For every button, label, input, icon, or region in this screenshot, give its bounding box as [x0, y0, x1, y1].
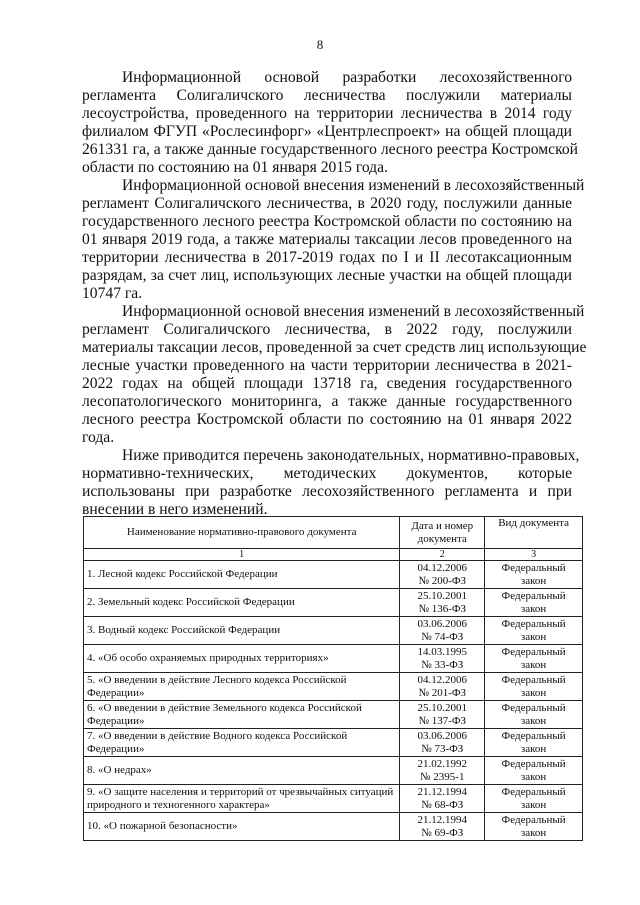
column-number: 2 — [400, 549, 485, 561]
document-date-number — [400, 561, 485, 589]
paragraph — [82, 177, 585, 303]
paragraph-line: Ниже приводится перечень законодательных, нормативно-правовых, — [122, 447, 580, 464]
paragraph-line: 2022 годах на общей площади 13718 га, сведения государственного — [82, 375, 572, 392]
paragraph-line: 261331 га, а также данные государственного лесного реестра Костромской — [82, 141, 579, 158]
document-type-line2: закон — [520, 826, 547, 839]
paragraph-line: государственного лесного реестра Костромской области по состоянию на — [82, 213, 572, 230]
paragraph-line: лесные участки проведенного на части территории лесничества в 2021- — [82, 357, 572, 374]
document-type — [485, 729, 583, 757]
document-number: № 33-ФЗ — [421, 658, 464, 671]
document-name: 8. «О недрах» — [84, 757, 400, 785]
document-date: 21.02.1992 — [417, 757, 467, 770]
document-type — [485, 617, 583, 645]
paragraph-line: разрядам, за счет лиц, использующих лесные участки на общей площади — [82, 267, 572, 284]
document-type — [485, 645, 583, 673]
document-date: 21.12.1994 — [417, 813, 467, 826]
paragraph-line: области по состоянию на 01 января 2015 года. — [82, 159, 388, 176]
document-name: 7. «О введении в действие Водного кодекса Российской Федерации» — [84, 729, 400, 757]
document-type-line2: закон — [520, 798, 547, 811]
document-type-line2: закон — [520, 630, 547, 643]
document-type-line2: закон — [520, 658, 547, 671]
document-type — [485, 785, 583, 813]
paragraph-line: Информационной основой разработки лесохозяйственного — [122, 69, 572, 86]
document-name: 2. Земельный кодекс Российской Федерации — [84, 589, 400, 617]
document-type-line2: закон — [520, 574, 547, 587]
document-name: 3. Водный кодекс Российской Федерации — [84, 617, 400, 645]
document-type-line2: закон — [520, 742, 547, 755]
table-row — [84, 813, 583, 841]
document-date: 03.06.2006 — [417, 729, 467, 742]
document-name: 1. Лесной кодекс Российской Федерации — [84, 561, 400, 589]
document-date: 21.12.1994 — [417, 785, 467, 798]
document-type-line2: закон — [520, 770, 547, 783]
table-row — [84, 785, 583, 813]
table-row — [84, 589, 583, 617]
document-name: 9. «О защите населения и территорий от чрезвычайных ситуаций природного и техногенного характера» — [84, 785, 400, 813]
paragraph-line: Информационной основой внесения изменений в лесохозяйственный — [122, 177, 585, 194]
document-number: № 137-ФЗ — [418, 714, 467, 727]
paragraph-line: регламент Солигаличского лесничества, в 2022 году, послужили — [82, 321, 572, 338]
document-number: № 73-ФЗ — [421, 742, 464, 755]
document-number: № 136-ФЗ — [418, 602, 467, 615]
page-number: 8 — [316, 37, 324, 52]
documents-table — [83, 516, 583, 841]
document-type-line1: Федеральный — [501, 813, 566, 826]
table-header-row — [84, 517, 583, 549]
paragraph — [82, 69, 579, 177]
document-type-line2: закон — [520, 602, 547, 615]
document-name: 10. «О пожарной безопасности» — [84, 813, 400, 841]
header-name: Наименование нормативно-правового документа — [84, 517, 400, 549]
document-date-number — [400, 701, 485, 729]
paragraph-line: материалы таксации лесов, проведенной за счет средств лиц использующие — [82, 339, 587, 356]
paragraph — [82, 447, 580, 519]
document-date: 03.06.2006 — [417, 617, 467, 630]
document-date-number — [400, 813, 485, 841]
document-type-line2: закон — [520, 714, 547, 727]
paragraph-line: 01 января 2019 года, а также материалы таксации лесов проведенного на — [82, 231, 572, 248]
document-name: 6. «О введении в действие Земельного кодекса Российской Федерации» — [84, 701, 400, 729]
document-type — [485, 813, 583, 841]
table-row — [84, 645, 583, 673]
header-date-number: Дата и номер документа — [400, 517, 485, 549]
paragraph-line: лесоустройства, проведенного на территории лесничества в 2014 году — [82, 105, 572, 122]
document-number: № 2395-1 — [420, 770, 465, 783]
document-type-line1: Федеральный — [501, 617, 566, 630]
document-name: 5. «О введении в действие Лесного кодекса Российской Федерации» — [84, 673, 400, 701]
document-type-line2: закон — [520, 686, 547, 699]
document-date-number — [400, 673, 485, 701]
paragraph-line: регламента Солигаличского лесничества послужили материалы — [82, 87, 572, 104]
paragraph-line: филиалом ФГУП «Рослесинфорг» «Центрлеспроект» на общей площади — [82, 123, 572, 140]
document-type — [485, 757, 583, 785]
paragraph-line: использованы при разработке лесохозяйственного регламента и при — [82, 483, 572, 500]
document-date: 14.03.1995 — [417, 645, 467, 658]
document-name: 4. «Об особо охраняемых природных территориях» — [84, 645, 400, 673]
document-type — [485, 673, 583, 701]
paragraph-line: 10747 га. — [82, 285, 143, 302]
document-date-number — [400, 589, 485, 617]
document-number: № 200-ФЗ — [418, 574, 467, 587]
document-date: 04.12.2006 — [417, 673, 467, 686]
table-row — [84, 561, 583, 589]
table-row — [84, 757, 583, 785]
paragraph-line: внесении в него изменений. — [82, 501, 268, 518]
header-type: Вид документа — [485, 517, 583, 549]
document-date: 25.10.2001 — [417, 589, 467, 602]
paragraph-line: регламент Солигаличского лесничества, в 2020 году, послужили данные — [82, 195, 572, 212]
document-number: № 201-ФЗ — [418, 686, 467, 699]
table-row — [84, 729, 583, 757]
document-type — [485, 561, 583, 589]
document-date: 04.12.2006 — [417, 561, 467, 574]
column-number: 3 — [485, 549, 583, 561]
document-date-number — [400, 617, 485, 645]
paragraph — [82, 303, 587, 447]
document-type-line1: Федеральный — [501, 561, 566, 574]
paragraph-line: территории лесничества в 2017-2019 годах по I и II лесотаксационным — [82, 249, 572, 266]
paragraph-line: нормативно-технических, методических документов, которые — [82, 465, 572, 482]
table-row — [84, 673, 583, 701]
document-type — [485, 701, 583, 729]
column-number: 1 — [84, 549, 400, 561]
document-date-number — [400, 729, 485, 757]
document-type-line1: Федеральный — [501, 785, 566, 798]
table-row — [84, 701, 583, 729]
document-type-line1: Федеральный — [501, 645, 566, 658]
document-number: № 68-ФЗ — [421, 798, 464, 811]
document-date-number — [400, 785, 485, 813]
document-date-number — [400, 757, 485, 785]
document-date: 25.10.2001 — [417, 701, 467, 714]
document-type-line1: Федеральный — [501, 701, 566, 714]
table-row — [84, 617, 583, 645]
paragraph-line: лесопатологического мониторинга, а также данные государственного — [82, 393, 572, 410]
paragraph-line: года. — [82, 429, 115, 446]
document-number: № 69-ФЗ — [421, 826, 464, 839]
document-type-line1: Федеральный — [501, 757, 566, 770]
document-type-line1: Федеральный — [501, 729, 566, 742]
column-numbers-row — [84, 549, 583, 561]
document-body — [82, 69, 587, 519]
document-type — [485, 589, 583, 617]
document-date-number — [400, 645, 485, 673]
document-type-line1: Федеральный — [501, 589, 566, 602]
paragraph-line: лесного реестра Костромской области по состоянию на 01 января 2022 — [82, 411, 572, 428]
document-type-line1: Федеральный — [501, 673, 566, 686]
paragraph-line: Информационной основой внесения изменений в лесохозяйственный — [122, 303, 585, 320]
document-number: № 74-ФЗ — [421, 630, 464, 643]
